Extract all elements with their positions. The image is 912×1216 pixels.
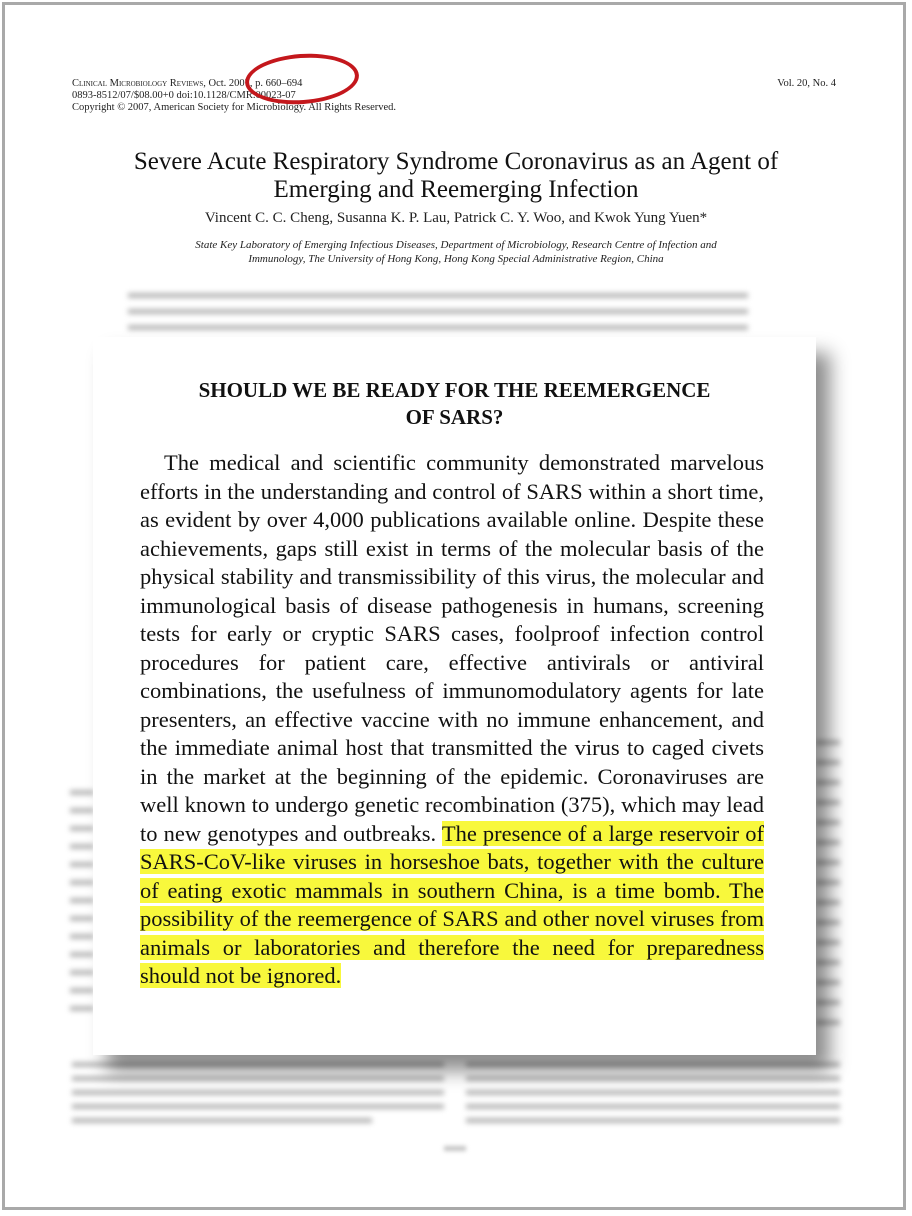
callout-body-text: The medical and scientific community demonstrated marvelous efforts in the understanding and control of SARS within a short time, as evident by over 4,000 publications available online. Despite these achievements, gaps still exist in terms of the molecular basis of the physical stability and transmissibility of this virus, the molecular and immunological basis of disease pathogenesis in humans, screening tests for early or cryptic SARS cases, foolproof infection control procedures for patient care, effective antivirals or antiviral combinations, the usefulness of immunomodulatory agents for late presenters, an effective vaccine with no immune enhancement, and the immediate animal host that transmitted the virus to caged civets in the market at the beginning of the epidemic. Coronaviruses are well known to undergo genetic recombination (375), which may lead to new genotypes and outbreaks. bbox=[140, 450, 764, 846]
volume-label: Vol. 20, No. 4 bbox=[777, 78, 836, 89]
callout-heading bbox=[93, 377, 816, 431]
page-number bbox=[444, 1146, 466, 1151]
callout-heading-line-2: OF SARS? bbox=[405, 405, 504, 429]
citation: , Oct. 2007, p. 660–694 bbox=[203, 78, 303, 89]
journal-name: Clinical Microbiology Reviews bbox=[72, 78, 204, 89]
affiliation-line-2: Immunology, The University of Hong Kong, Hong Kong Special Administrative Region, China bbox=[248, 253, 664, 265]
callout-box bbox=[93, 337, 816, 1055]
affiliation-line-1: State Key Laboratory of Emerging Infectious Diseases, Department of Microbiology, Research Centre of Infection and bbox=[195, 239, 717, 251]
highlighted-text: The presence of a large reservoir of SARS-CoV-like viruses in horseshoe bats, together with the culture of eating exotic mammals in southern China, is a time bomb. The possibility of the reemergence of SARS and other novel viruses from animals or laboratories and therefore the need for preparedness should not be ignored. bbox=[140, 820, 764, 988]
title-line-2: Emerging and Reemerging Infection bbox=[273, 176, 639, 203]
copyright: Copyright © 2007, American Society for Microbiology. All Rights Reserved. bbox=[72, 102, 397, 113]
callout-body bbox=[140, 449, 764, 991]
callout-heading-line-1: SHOULD WE BE READY FOR THE REEMERGENCE bbox=[198, 378, 711, 402]
authors: Vincent C. C. Cheng, Susanna K. P. Lau, Patrick C. Y. Woo, and Kwok Yung Yuen* bbox=[204, 210, 708, 226]
title-line-1: Severe Acute Respiratory Syndrome Coronavirus as an Agent of bbox=[133, 148, 779, 175]
issn-doi: 0893-8512/07/$08.00+0 doi:10.1128/CMR.00023-07 bbox=[72, 90, 296, 101]
